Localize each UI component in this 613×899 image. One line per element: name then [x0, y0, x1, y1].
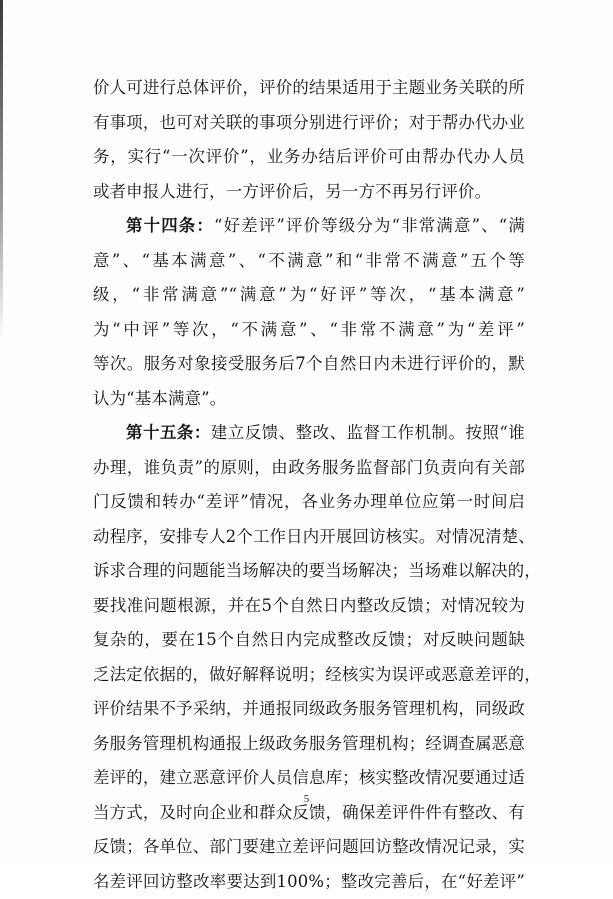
- text-line: 务，实行“一次评价”，业务办结后评价可由帮办代办人员: [93, 140, 525, 175]
- text-line: 诉求合理的问题能当场解决的要当场解决；当场难以解决的，: [93, 554, 525, 589]
- text-line: 门反馈和转办“差评”情况，各业务办理单位应第一时间启: [93, 485, 525, 520]
- text-line: 乏法定依据的，做好解释说明；经核实为误评或恶意差评的，: [93, 658, 525, 693]
- text-line: 务服务管理机构通报上级政务服务管理机构；经调查属恶意: [93, 727, 525, 762]
- text-line: 办理，谁负责”的原则，由政务服务监督部门负责向有关部: [93, 451, 525, 486]
- text-line: 等次。服务对象接受服务后7个自然日内未进行评价的，默: [93, 347, 525, 382]
- article-14-heading: 第十四条：: [126, 216, 214, 235]
- text-line: 有事项，也可对关联的事项分别进行评价；对于帮办代办业: [93, 106, 525, 141]
- article-15-heading: 第十五条：: [126, 423, 211, 442]
- text-line: 动程序，安排专人2个工作日内开展回访核实。对情况清楚、: [93, 520, 525, 555]
- text-line: “好差评”评价等级分为“非常满意”、“满: [214, 216, 525, 235]
- text-line: 价人可进行总体评价，评价的结果适用于主题业务关联的所: [93, 71, 525, 106]
- text-line: 建立反馈、整改、监督工作机制。按照“谁: [211, 423, 525, 442]
- text-line: 评价结果不予采纳，并通报同级政务服务管理机构，同级政: [93, 692, 525, 727]
- scan-binding-edge: [0, 0, 3, 340]
- text-line: 或者申报人进行，一方评价后，另一方不再另行评价。: [93, 175, 525, 210]
- text-line: 级，“非常满意”“满意”为“好评”等次，“基本满意”: [93, 278, 525, 313]
- article-15-first-line: [93, 416, 525, 451]
- text-line: 复杂的，要在15个自然日内完成整改反馈；对反映问题缺: [93, 623, 525, 658]
- page-number: 5: [0, 793, 613, 805]
- text-line: 反馈；各单位、部门要建立差评问题回访整改情况记录，实: [93, 830, 525, 865]
- text-line: 意”、“基本满意”、“不满意”和“非常不满意”五个等: [93, 244, 525, 279]
- text-line: 为“中评”等次，“不满意”、“非常不满意”为“差评”: [93, 313, 525, 348]
- article-14-first-line: [93, 209, 525, 244]
- text-line: 认为“基本满意”。: [93, 382, 525, 417]
- text-line: 差评的，建立恶意评价人员信息库；核实整改情况要通过适: [93, 761, 525, 796]
- text-line: 要找准问题根源，并在5个自然日内整改反馈；对情况较为: [93, 589, 525, 624]
- body-text: [93, 71, 525, 899]
- text-line: 当方式，及时向企业和群众反馈，确保差评件件有整改、有: [93, 796, 525, 831]
- text-line: 名差评回访整改率要达到100%；整改完善后，在“好差评”: [93, 865, 525, 899]
